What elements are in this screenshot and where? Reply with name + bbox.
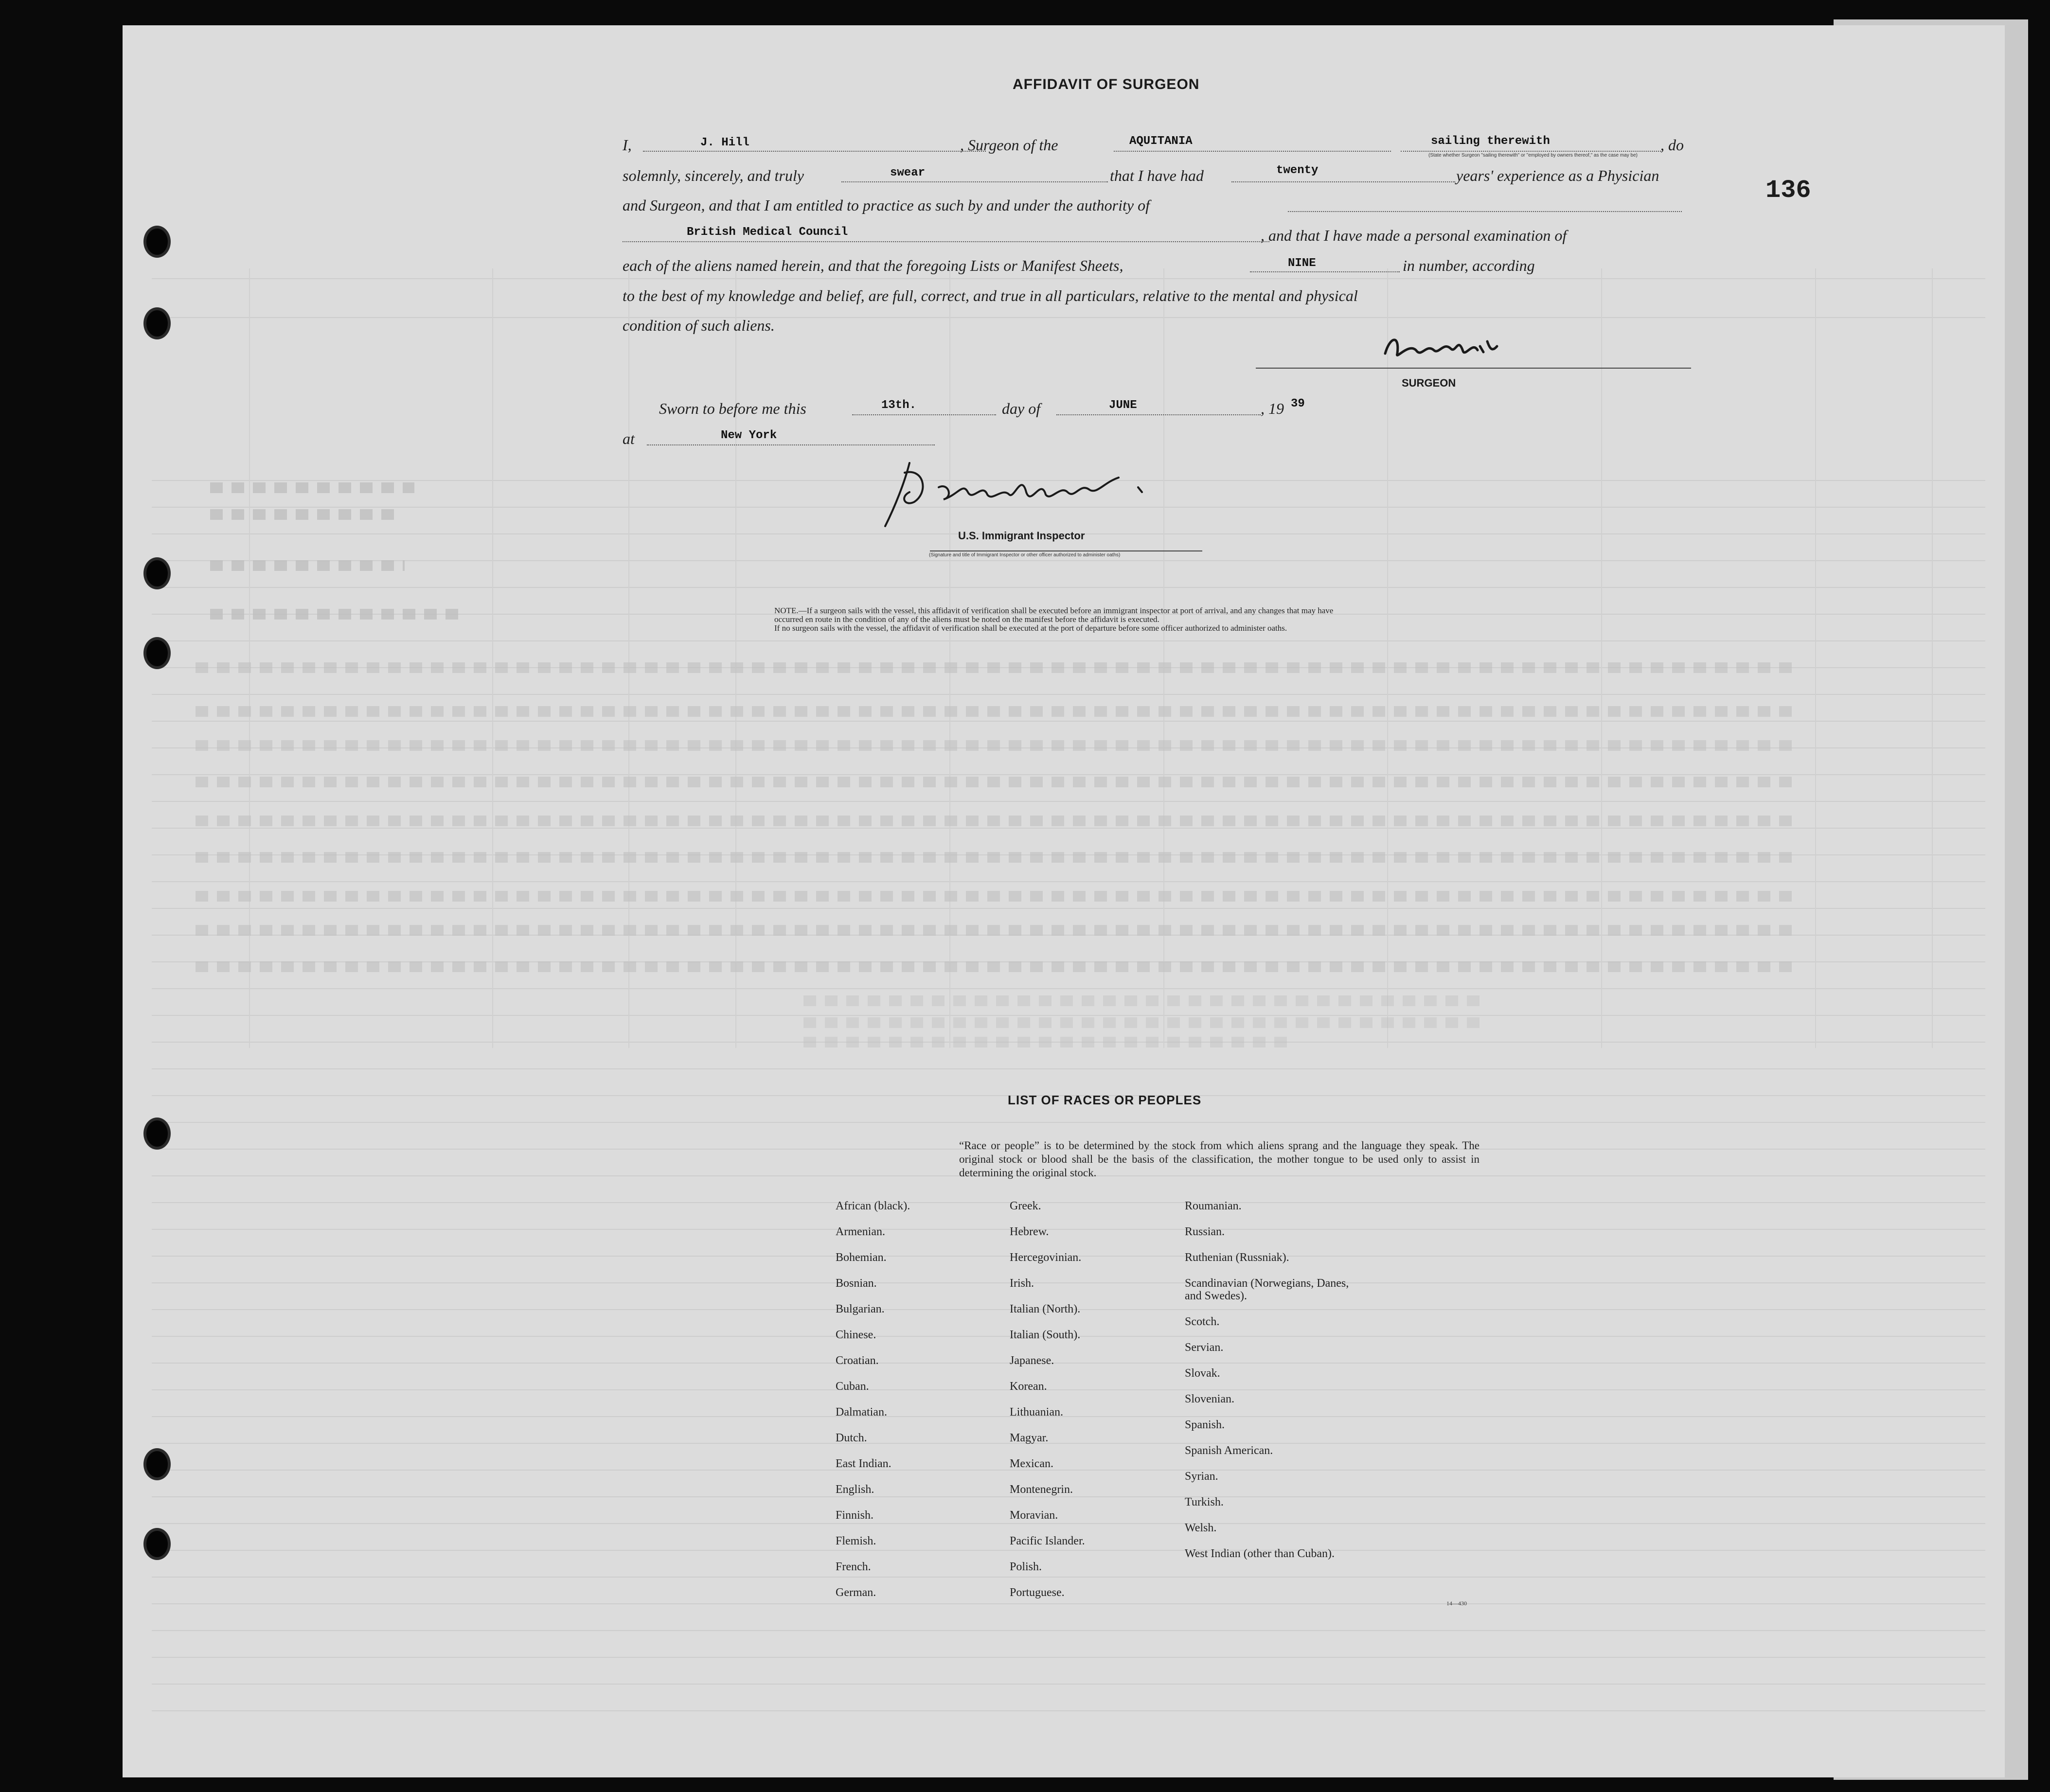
grid-line [152, 694, 1985, 695]
authority-line-a [1288, 211, 1682, 212]
line4-text: , and that I have made a personal examination of [1261, 227, 1567, 244]
sworn-day: 13th. [881, 399, 917, 412]
race-item: Spanish American. [1185, 1444, 1273, 1457]
line5-text-b: in number, according [1403, 257, 1535, 274]
line6: to the best of my knowledge and belief, are full, correct, and true in all particulars, relative to the mental and physical [623, 287, 1358, 304]
sworn-text-a: Sworn to before me this [659, 400, 806, 417]
race-item: Welsh. [1185, 1522, 1217, 1534]
line1-do: , do [1660, 136, 1684, 154]
race-item: Moravian. [1010, 1509, 1058, 1522]
authority-name: British Medical Council [687, 226, 848, 239]
sworn-place: New York [721, 429, 777, 442]
affidavit-title: AFFIDAVIT OF SURGEON [1013, 76, 1200, 92]
race-item: Croatian. [836, 1354, 879, 1367]
at-label: at [623, 430, 635, 447]
surgeon-label: SURGEON [1402, 377, 1456, 389]
bleed-through-entry [210, 509, 395, 520]
race-item: Bulgarian. [836, 1303, 885, 1315]
inspector-note: (Signature and title of Immigrant Inspector or other officer authorized to administer oaths) [929, 552, 1121, 558]
bleed-through-entry [196, 706, 1800, 717]
line2-text-c: years' experience as a Physician [1456, 167, 1659, 184]
race-item: Italian (North). [1010, 1303, 1081, 1315]
race-item: Mexican. [1010, 1457, 1053, 1470]
grid-line [152, 1657, 1985, 1658]
race-item: Slovenian. [1185, 1393, 1234, 1405]
line2-text-a: solemnly, sincerely, and truly [623, 167, 804, 184]
grid-line [152, 587, 1985, 588]
race-item: Syrian. [1185, 1470, 1218, 1483]
race-item: Polish. [1010, 1561, 1042, 1573]
grid-line [152, 560, 1985, 561]
race-item: Magyar. [1010, 1432, 1049, 1444]
line7: condition of such aliens. [623, 317, 775, 334]
race-item: Montenegrin. [1010, 1483, 1073, 1496]
note-line: occurred en route in the condition of any of the aliens must be noted on the manifest before the affidavit is executed. [774, 615, 1159, 624]
manifest-sheet [123, 25, 2005, 1777]
race-item: Finnish. [836, 1509, 874, 1522]
bleed-through-entry [210, 609, 463, 620]
bleed-through-entry [196, 777, 1800, 787]
race-item: Turkish. [1185, 1496, 1224, 1508]
race-item: Cuban. [836, 1380, 869, 1393]
note-line: If no surgeon sails with the vessel, the affidavit of verification shall be executed at the port of departure before some officer authorized to administer oaths. [774, 623, 1287, 633]
bleed-through-entry [803, 1037, 1290, 1047]
sheets-line [1250, 271, 1400, 272]
race-item: West Indian (other than Cuban). [1185, 1547, 1335, 1560]
oath-line [841, 181, 1108, 182]
sworn-year: 39 [1291, 397, 1305, 410]
race-item: Dalmatian. [836, 1406, 887, 1419]
grid-line [152, 1068, 1985, 1069]
races-column-2 [1010, 1200, 1175, 1612]
grid-line [152, 988, 1985, 989]
inspector-signature [875, 453, 1206, 531]
sworn-text-b: day of [1002, 400, 1041, 417]
grid-line [152, 1684, 1985, 1685]
inspector-label: U.S. Immigrant Inspector [958, 530, 1085, 542]
grid-line [152, 317, 1985, 318]
grid-line [152, 721, 1985, 722]
month-line [1056, 414, 1261, 415]
line3: and Surgeon, and that I am entitled to practice as such by and under the authority of [623, 196, 1150, 214]
bleed-through-entry [196, 852, 1800, 863]
punch-hole [143, 557, 171, 589]
years-line [1231, 181, 1455, 182]
line1-surgeon-of: , Surgeon of the [960, 136, 1058, 154]
race-item: Chinese. [836, 1329, 876, 1341]
place-line [647, 444, 935, 445]
grid-line [152, 640, 1985, 641]
race-item: Lithuanian. [1010, 1406, 1063, 1419]
status-line [1401, 151, 1661, 152]
grid-line [152, 1122, 1985, 1123]
sworn-year-prefix: , 19 [1261, 400, 1284, 417]
sworn-month: JUNE [1109, 399, 1137, 412]
race-item: Dutch. [836, 1432, 867, 1444]
bleed-through-entry [210, 482, 414, 493]
punch-hole [143, 226, 171, 258]
race-item: Hercegovinian. [1010, 1251, 1082, 1264]
ship-name: AQUITANIA [1129, 135, 1193, 148]
bleed-through-entry [803, 1017, 1484, 1028]
punch-hole [143, 1528, 171, 1560]
race-item: Scotch. [1185, 1315, 1220, 1328]
race-item: Roumanian. [1185, 1200, 1242, 1212]
bleed-through-entry [196, 816, 1800, 826]
bleed-through-entry [210, 560, 405, 571]
bleed-through-entry [803, 995, 1484, 1006]
line5-text-a: each of the aliens named herein, and that the foregoing Lists or Manifest Sheets, [623, 257, 1123, 274]
punch-hole [143, 1118, 171, 1150]
surgeon-status: sailing therewith [1431, 135, 1550, 148]
authority-line-b [623, 241, 1269, 242]
race-item: Irish. [1010, 1277, 1034, 1290]
grid-column [1932, 268, 1933, 1048]
races-column-3 [1185, 1200, 1360, 1573]
bleed-through-entry [196, 662, 1800, 673]
grid-line [152, 1710, 1985, 1711]
years-experience: twenty [1276, 164, 1319, 177]
bleed-through-entry [196, 891, 1800, 902]
race-item: Portuguese. [1010, 1586, 1065, 1599]
line1-i: I, [623, 136, 632, 154]
race-item: Hebrew. [1010, 1225, 1049, 1238]
day-line [852, 414, 996, 415]
page-number: 136 [1765, 176, 1811, 205]
race-item: Slovak. [1185, 1367, 1220, 1380]
bleed-through-entry [196, 925, 1800, 936]
race-item: Japanese. [1010, 1354, 1054, 1367]
grid-line [152, 1630, 1985, 1631]
punch-hole [143, 637, 171, 669]
grid-line [152, 828, 1985, 829]
surgeon-signature-line [1256, 368, 1691, 369]
race-item: Greek. [1010, 1200, 1041, 1212]
race-item: Servian. [1185, 1341, 1224, 1354]
grid-line [152, 881, 1985, 882]
race-item: Flemish. [836, 1535, 876, 1547]
race-item: Scandinavian (Norwegians, Danes, and Swedes). [1185, 1277, 1349, 1302]
race-item: Russian. [1185, 1225, 1225, 1238]
surgeon-name-line [643, 151, 986, 152]
sheet-count: NINE [1288, 257, 1316, 270]
race-item: Italian (South). [1010, 1329, 1081, 1341]
races-column-1 [836, 1200, 1001, 1612]
bleed-through-entry [196, 961, 1800, 972]
race-item: English. [836, 1483, 874, 1496]
race-item: Ruthenian (Russniak). [1185, 1251, 1289, 1264]
race-item: East Indian. [836, 1457, 891, 1470]
form-code: 14—430 [1446, 1600, 1467, 1607]
surgeon-signature [1380, 327, 1507, 366]
grid-line [152, 801, 1985, 802]
race-item: Spanish. [1185, 1419, 1225, 1431]
punch-hole [143, 307, 171, 339]
races-title: LIST OF RACES OR PEOPLES [1008, 1093, 1202, 1107]
grid-line [152, 908, 1985, 909]
race-item: German. [836, 1586, 876, 1599]
bleed-through-entry [196, 740, 1800, 751]
races-intro: “Race or people” is to be determined by the stock from which aliens sprang and the language they speak. The original stock or blood shall be the basis of the classification, the mother tongue to be used only to assist in determining the original stock. [959, 1139, 1480, 1179]
inspector-signature-line [930, 550, 1202, 551]
oath-word: swear [890, 166, 926, 179]
line2-text-b: that I have had [1110, 167, 1204, 184]
status-note: (State whether Surgeon "sailing therewith" or "employed by owners thereof," as the case may be) [1428, 153, 1638, 158]
ship-line [1114, 151, 1391, 152]
race-item: Armenian. [836, 1225, 885, 1238]
affidavit-note [774, 606, 1698, 633]
grid-column [1815, 268, 1816, 1048]
race-item: Pacific Islander. [1010, 1535, 1085, 1547]
race-item: African (black). [836, 1200, 910, 1212]
note-line: NOTE.—If a surgeon sails with the vessel, this affidavit of verification shall be executed before an immigrant inspector at port of arrival, and any changes that may have [774, 606, 1334, 615]
race-item: French. [836, 1561, 871, 1573]
grid-line [152, 1015, 1985, 1016]
punch-hole [143, 1448, 171, 1480]
grid-line [152, 774, 1985, 775]
race-item: Bohemian. [836, 1251, 887, 1264]
race-item: Korean. [1010, 1380, 1047, 1393]
grid-line [152, 278, 1985, 279]
race-item: Bosnian. [836, 1277, 877, 1290]
surgeon-name: J. Hill [700, 136, 749, 149]
